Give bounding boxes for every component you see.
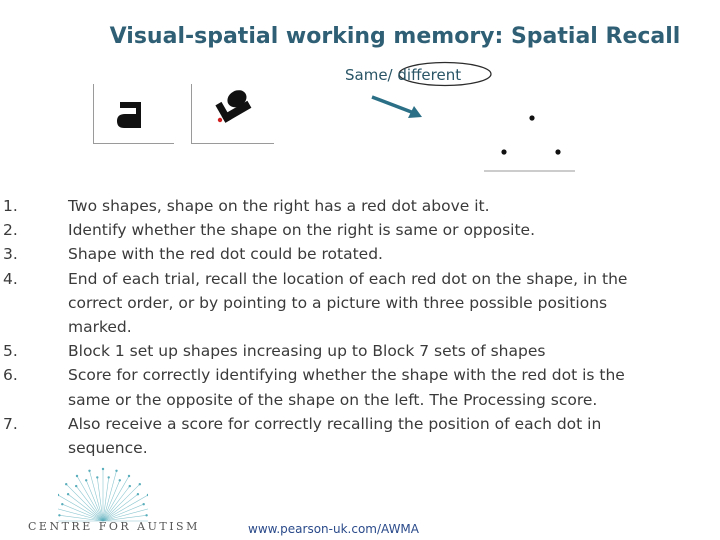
shape-a-icon	[94, 84, 174, 143]
rotated-shape-icon	[192, 84, 274, 143]
list-item-text: Also receive a score for correctly recalling the position of each dot in sequence.	[68, 414, 602, 458]
list-item: 1. Two shapes, shape on the right has a red dot above it.	[3, 197, 490, 215]
list-item: 3. Shape with the red dot could be rotated.	[3, 245, 383, 264]
list-item-text: Identify whether the shape on the right is same or opposite.	[68, 221, 536, 240]
list-item: 6. Score for correctly identifying whether the shape with the red dot is the same or the opposite of the shape on the left. The Processing score.	[3, 366, 625, 409]
list-item-text: Score for correctly identifying whether the shape with the red dot is the same or the opposite of the shape on the left. The Processing score.	[68, 366, 625, 409]
logo-text: CENTRE FOR AUTISM	[28, 520, 200, 533]
list-item-text: Block 1 set up shapes increasing up to Block 7 sets of shapes	[68, 342, 546, 361]
list-item: 4. End of each trial, recall the location of each red dot on the shape, in the correct order, or by pointing to a picture with three possible positions marked.	[3, 269, 628, 337]
list-item-text: End of each trial, recall the location of each red dot on the shape, in the correct order, or by pointing to a picture with three possible positions marked.	[68, 269, 628, 337]
centre-for-autism-logo-icon	[58, 455, 148, 523]
list-item-text: Shape with the red dot could be rotated.	[68, 245, 383, 264]
list-item: 7. Also receive a score for correctly recalling the position of each dot in sequence.	[3, 414, 602, 458]
three-positions-diagram	[484, 108, 576, 174]
left-shape-box	[93, 84, 174, 144]
instruction-list	[0, 194, 660, 460]
list-item-text: Two shapes, shape on the right has a red dot above it.	[68, 197, 490, 215]
red-dot	[218, 118, 222, 122]
list-item: 2. Identify whether the shape on the right is same or opposite.	[3, 221, 536, 240]
pearson-url-link[interactable]: www.pearson-uk.com/AWMA	[248, 522, 419, 536]
right-shape-box	[191, 84, 274, 144]
list-item: 5. Block 1 set up shapes increasing up to Block 7 sets of shapes	[3, 342, 546, 361]
same-different-label: Same/ different	[345, 66, 462, 84]
arrow-icon	[370, 93, 425, 123]
slide-title: Visual-spatial working memory: Spatial Recall	[109, 24, 681, 49]
